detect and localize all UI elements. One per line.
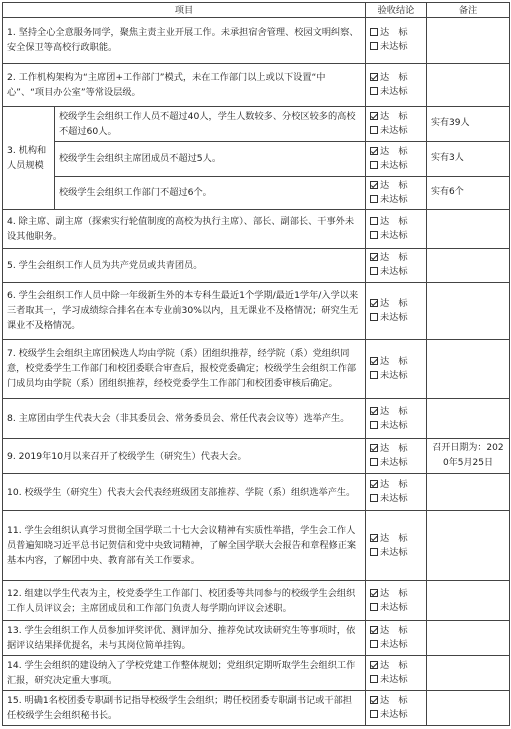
table-body (3, 18, 510, 726)
item-text: 10. 校级学生（研究生）代表大会代表经班级团支部推荐、学院（系）组织选举产生。 (3, 474, 366, 511)
remark-cell (427, 690, 510, 725)
result-cell (366, 339, 427, 398)
table-row (3, 398, 510, 438)
item-text: 6. 学生会组织工作人员中除一年级新生外的本专科生最近1个学期/最近1学年/入学以来三者取其一，学习成绩综合排名在本专业前30%以内，且无课业不及格情况；研究生无课业不及格情况。 (3, 282, 366, 339)
pass-option (370, 532, 422, 546)
remark-cell (427, 339, 510, 398)
fail-checkbox[interactable] (370, 603, 378, 611)
fail-option (370, 40, 422, 54)
sub-item-text: 校级学生会组织工作人员不超过40人，学生人数较多、分校区较多的高校不超过60人。 (55, 106, 366, 141)
remark-cell: 实有39人 (427, 106, 510, 141)
result-cell (366, 209, 427, 248)
table-row (3, 580, 510, 620)
header-row (3, 3, 510, 18)
item-text: 8. 主席团由学生代表大会（非其委员会、常务委员会、常任代表会议等）选举产生。 (3, 398, 366, 438)
pass-checkbox[interactable] (370, 661, 378, 669)
pass-label: 达 标 (380, 27, 408, 39)
result-cell (366, 141, 427, 176)
remark-cell (427, 621, 510, 656)
fail-checkbox[interactable] (370, 640, 378, 648)
pass-label: 达 标 (380, 110, 408, 122)
remark-cell: 召开日期为：2020年5月25日 (427, 439, 510, 474)
result-cell (366, 474, 427, 511)
pass-label: 达 标 (380, 405, 408, 417)
fail-label: 未达标 (380, 601, 408, 613)
pass-checkbox[interactable] (370, 444, 378, 452)
sub-item-text: 校级学生会组织工作部门不超过6个。 (55, 176, 366, 209)
fail-label: 未达标 (380, 546, 408, 558)
table-row (3, 209, 510, 248)
fail-checkbox[interactable] (370, 313, 378, 321)
fail-checkbox[interactable] (370, 231, 378, 239)
table-row (3, 282, 510, 339)
fail-option (370, 85, 422, 99)
pass-label: 达 标 (380, 625, 408, 637)
fail-checkbox[interactable] (370, 87, 378, 95)
table-row (3, 106, 510, 141)
table-row (3, 63, 510, 106)
item-text: 5. 学生会组织工作人员为共产党员或共青团员。 (3, 248, 366, 282)
table-row (3, 474, 510, 511)
fail-checkbox[interactable] (370, 458, 378, 466)
fail-option (370, 492, 422, 506)
pass-checkbox[interactable] (370, 407, 378, 415)
item-text: 1. 坚持全心全意服务同学，聚焦主责主业开展工作。未承担宿舍管理、校园文明纠察、安全保卫等高校行政职能。 (3, 18, 366, 64)
item-text: 4. 除主席、副主席（探索实行轮值制度的高校为执行主席）、部长、副部长、干事外未设其他职务。 (3, 209, 366, 248)
pass-option (370, 26, 422, 40)
pass-label: 达 标 (380, 479, 408, 491)
remark-cell: 实有6个 (427, 176, 510, 209)
remark-cell (427, 248, 510, 282)
fail-label: 未达标 (380, 159, 408, 171)
result-cell (366, 398, 427, 438)
pass-label: 达 标 (380, 355, 408, 367)
result-cell (366, 63, 427, 106)
fail-option (370, 638, 422, 652)
fail-option (370, 265, 422, 279)
remark-cell: 实有3人 (427, 141, 510, 176)
remark-cell (427, 474, 510, 511)
fail-checkbox[interactable] (370, 548, 378, 556)
result-cell (366, 621, 427, 656)
fail-checkbox[interactable] (370, 494, 378, 502)
pass-label: 达 标 (380, 297, 408, 309)
table-row (3, 18, 510, 64)
pass-checkbox[interactable] (370, 253, 378, 261)
pass-option (370, 179, 422, 193)
fail-option (370, 311, 422, 325)
pass-label: 达 标 (380, 660, 408, 671)
fail-option (370, 546, 422, 560)
table-row (3, 656, 510, 691)
item-text: 11. 学生会组织认真学习贯彻全国学联二十七大会议精神有实质性举措，学生会工作人员普遍知晓习近平总书记贺信和党中央致词精神，了解全国学联大会报告和章程修正案基本内容，了解团中央、教育部有关工作要求。 (3, 511, 366, 581)
result-cell (366, 439, 427, 474)
fail-option (370, 229, 422, 243)
fail-label: 未达标 (380, 369, 408, 381)
header-result: 验收结论 (366, 3, 427, 18)
result-cell (366, 18, 427, 64)
group-label: 3. 机构和人员规模 (3, 106, 55, 209)
pass-option (370, 71, 422, 85)
pass-label: 达 标 (380, 215, 408, 227)
pass-option (370, 145, 422, 159)
pass-option (370, 624, 422, 638)
pass-label: 达 标 (380, 145, 408, 157)
fail-option (370, 419, 422, 433)
pass-checkbox[interactable] (370, 589, 378, 597)
pass-option (370, 251, 422, 265)
pass-label: 达 标 (380, 179, 408, 191)
pass-checkbox[interactable] (370, 299, 378, 307)
fail-label: 未达标 (380, 266, 408, 278)
result-cell (366, 690, 427, 725)
fail-label: 未达标 (380, 124, 408, 136)
pass-label: 达 标 (380, 532, 408, 544)
fail-label: 未达标 (380, 493, 408, 505)
result-cell (366, 248, 427, 282)
header-remark: 备注 (427, 3, 510, 18)
item-text: 15. 明确1名校团委专职副书记指导校级学生会组织；聘任校团委专职副书记或干部担任校级学生会组织秘书长。 (3, 690, 366, 725)
fail-label: 未达标 (380, 193, 408, 205)
pass-checkbox[interactable] (370, 112, 378, 120)
pass-checkbox[interactable] (370, 147, 378, 155)
pass-checkbox[interactable] (370, 181, 378, 189)
header-item: 项目 (3, 3, 366, 18)
table-row (3, 621, 510, 656)
pass-option (370, 442, 422, 456)
item-text: 14. 学生会组织的建设纳入了学校党建工作整体规划；党组织定期听取学生会组织工作汇报，研究决定重大事项。 (3, 656, 366, 691)
pass-option (370, 405, 422, 419)
acceptance-table (2, 2, 510, 726)
result-cell (366, 511, 427, 581)
fail-option (370, 369, 422, 383)
item-text: 2. 工作机构架构为“主席团+工作部门”模式，未在工作部门以上或以下设置“中心”、“项目办公室”等常设层级。 (3, 63, 366, 106)
pass-label: 达 标 (380, 443, 408, 455)
fail-checkbox[interactable] (370, 267, 378, 275)
table-row (3, 141, 510, 176)
pass-option (370, 587, 422, 601)
pass-option (370, 659, 422, 673)
table-row (3, 439, 510, 474)
fail-option (370, 159, 422, 173)
result-cell (366, 580, 427, 620)
fail-checkbox[interactable] (370, 42, 378, 50)
fail-option (370, 708, 422, 722)
pass-option (370, 297, 422, 311)
result-cell (366, 656, 427, 691)
remark-cell (427, 580, 510, 620)
fail-label: 未达标 (380, 674, 408, 685)
fail-option (370, 673, 422, 687)
remark-cell (427, 63, 510, 106)
table-row (3, 248, 510, 282)
fail-checkbox[interactable] (370, 195, 378, 203)
fail-label: 未达标 (380, 419, 408, 431)
pass-option (370, 694, 422, 708)
fail-checkbox[interactable] (370, 161, 378, 169)
fail-label: 未达标 (380, 311, 408, 323)
fail-checkbox[interactable] (370, 126, 378, 134)
pass-option (370, 110, 422, 124)
pass-checkbox[interactable] (370, 73, 378, 81)
item-text: 12. 组建以学生代表为主，校党委学生工作部门、校团委等共同参与的校级学生会组织工作人员评议会；主席团成员和工作部门负责人每学期向评议会述职。 (3, 580, 366, 620)
fail-option (370, 193, 422, 207)
fail-option (370, 456, 422, 470)
pass-checkbox[interactable] (370, 626, 378, 634)
pass-checkbox[interactable] (370, 357, 378, 365)
table-row (3, 176, 510, 209)
result-cell (366, 106, 427, 141)
remark-cell (427, 18, 510, 64)
result-cell (366, 282, 427, 339)
pass-label: 达 标 (380, 71, 408, 83)
fail-label: 未达标 (380, 85, 408, 97)
pass-option (370, 355, 422, 369)
pass-checkbox[interactable] (370, 534, 378, 542)
fail-label: 未达标 (380, 229, 408, 241)
remark-cell (427, 656, 510, 691)
table-row (3, 511, 510, 581)
remark-cell (427, 511, 510, 581)
remark-cell (427, 282, 510, 339)
fail-label: 未达标 (380, 457, 408, 469)
pass-option (370, 215, 422, 229)
pass-label: 达 标 (380, 587, 408, 599)
pass-checkbox[interactable] (370, 28, 378, 36)
remark-cell (427, 209, 510, 248)
item-text: 9. 2019年10月以来召开了校级学生（研究生）代表大会。 (3, 439, 366, 474)
pass-label: 达 标 (380, 694, 408, 706)
pass-checkbox[interactable] (370, 696, 378, 704)
fail-checkbox[interactable] (370, 371, 378, 379)
pass-label: 达 标 (380, 252, 408, 264)
fail-label: 未达标 (380, 41, 408, 53)
fail-checkbox[interactable] (370, 675, 378, 683)
pass-checkbox[interactable] (370, 480, 378, 488)
fail-checkbox[interactable] (370, 421, 378, 429)
fail-label: 未达标 (380, 708, 408, 720)
table-row (3, 339, 510, 398)
fail-label: 未达标 (380, 639, 408, 651)
item-text: 13. 学生会组织工作人员参加评奖评优、测评加分、推荐免试攻读研究生等事项时，依据评议结果择优提名，未与其岗位简单挂钩。 (3, 621, 366, 656)
fail-option (370, 601, 422, 615)
table-row (3, 690, 510, 725)
result-cell (366, 176, 427, 209)
item-text: 7. 校级学生会组织主席团候选人均由学院（系）团组织推荐，经学院（系）党组织同意，校党委学生工作部门和校团委联合审查后，报校党委确定；校级学生会组织工作部门成员均由学院（系）团组织推荐，经校党委学生工作部门和校团委审核后确定。 (3, 339, 366, 398)
remark-cell (427, 398, 510, 438)
sub-item-text: 校级学生会组织主席团成员不超过5人。 (55, 141, 366, 176)
pass-checkbox[interactable] (370, 217, 378, 225)
fail-checkbox[interactable] (370, 710, 378, 718)
pass-option (370, 478, 422, 492)
fail-option (370, 124, 422, 138)
